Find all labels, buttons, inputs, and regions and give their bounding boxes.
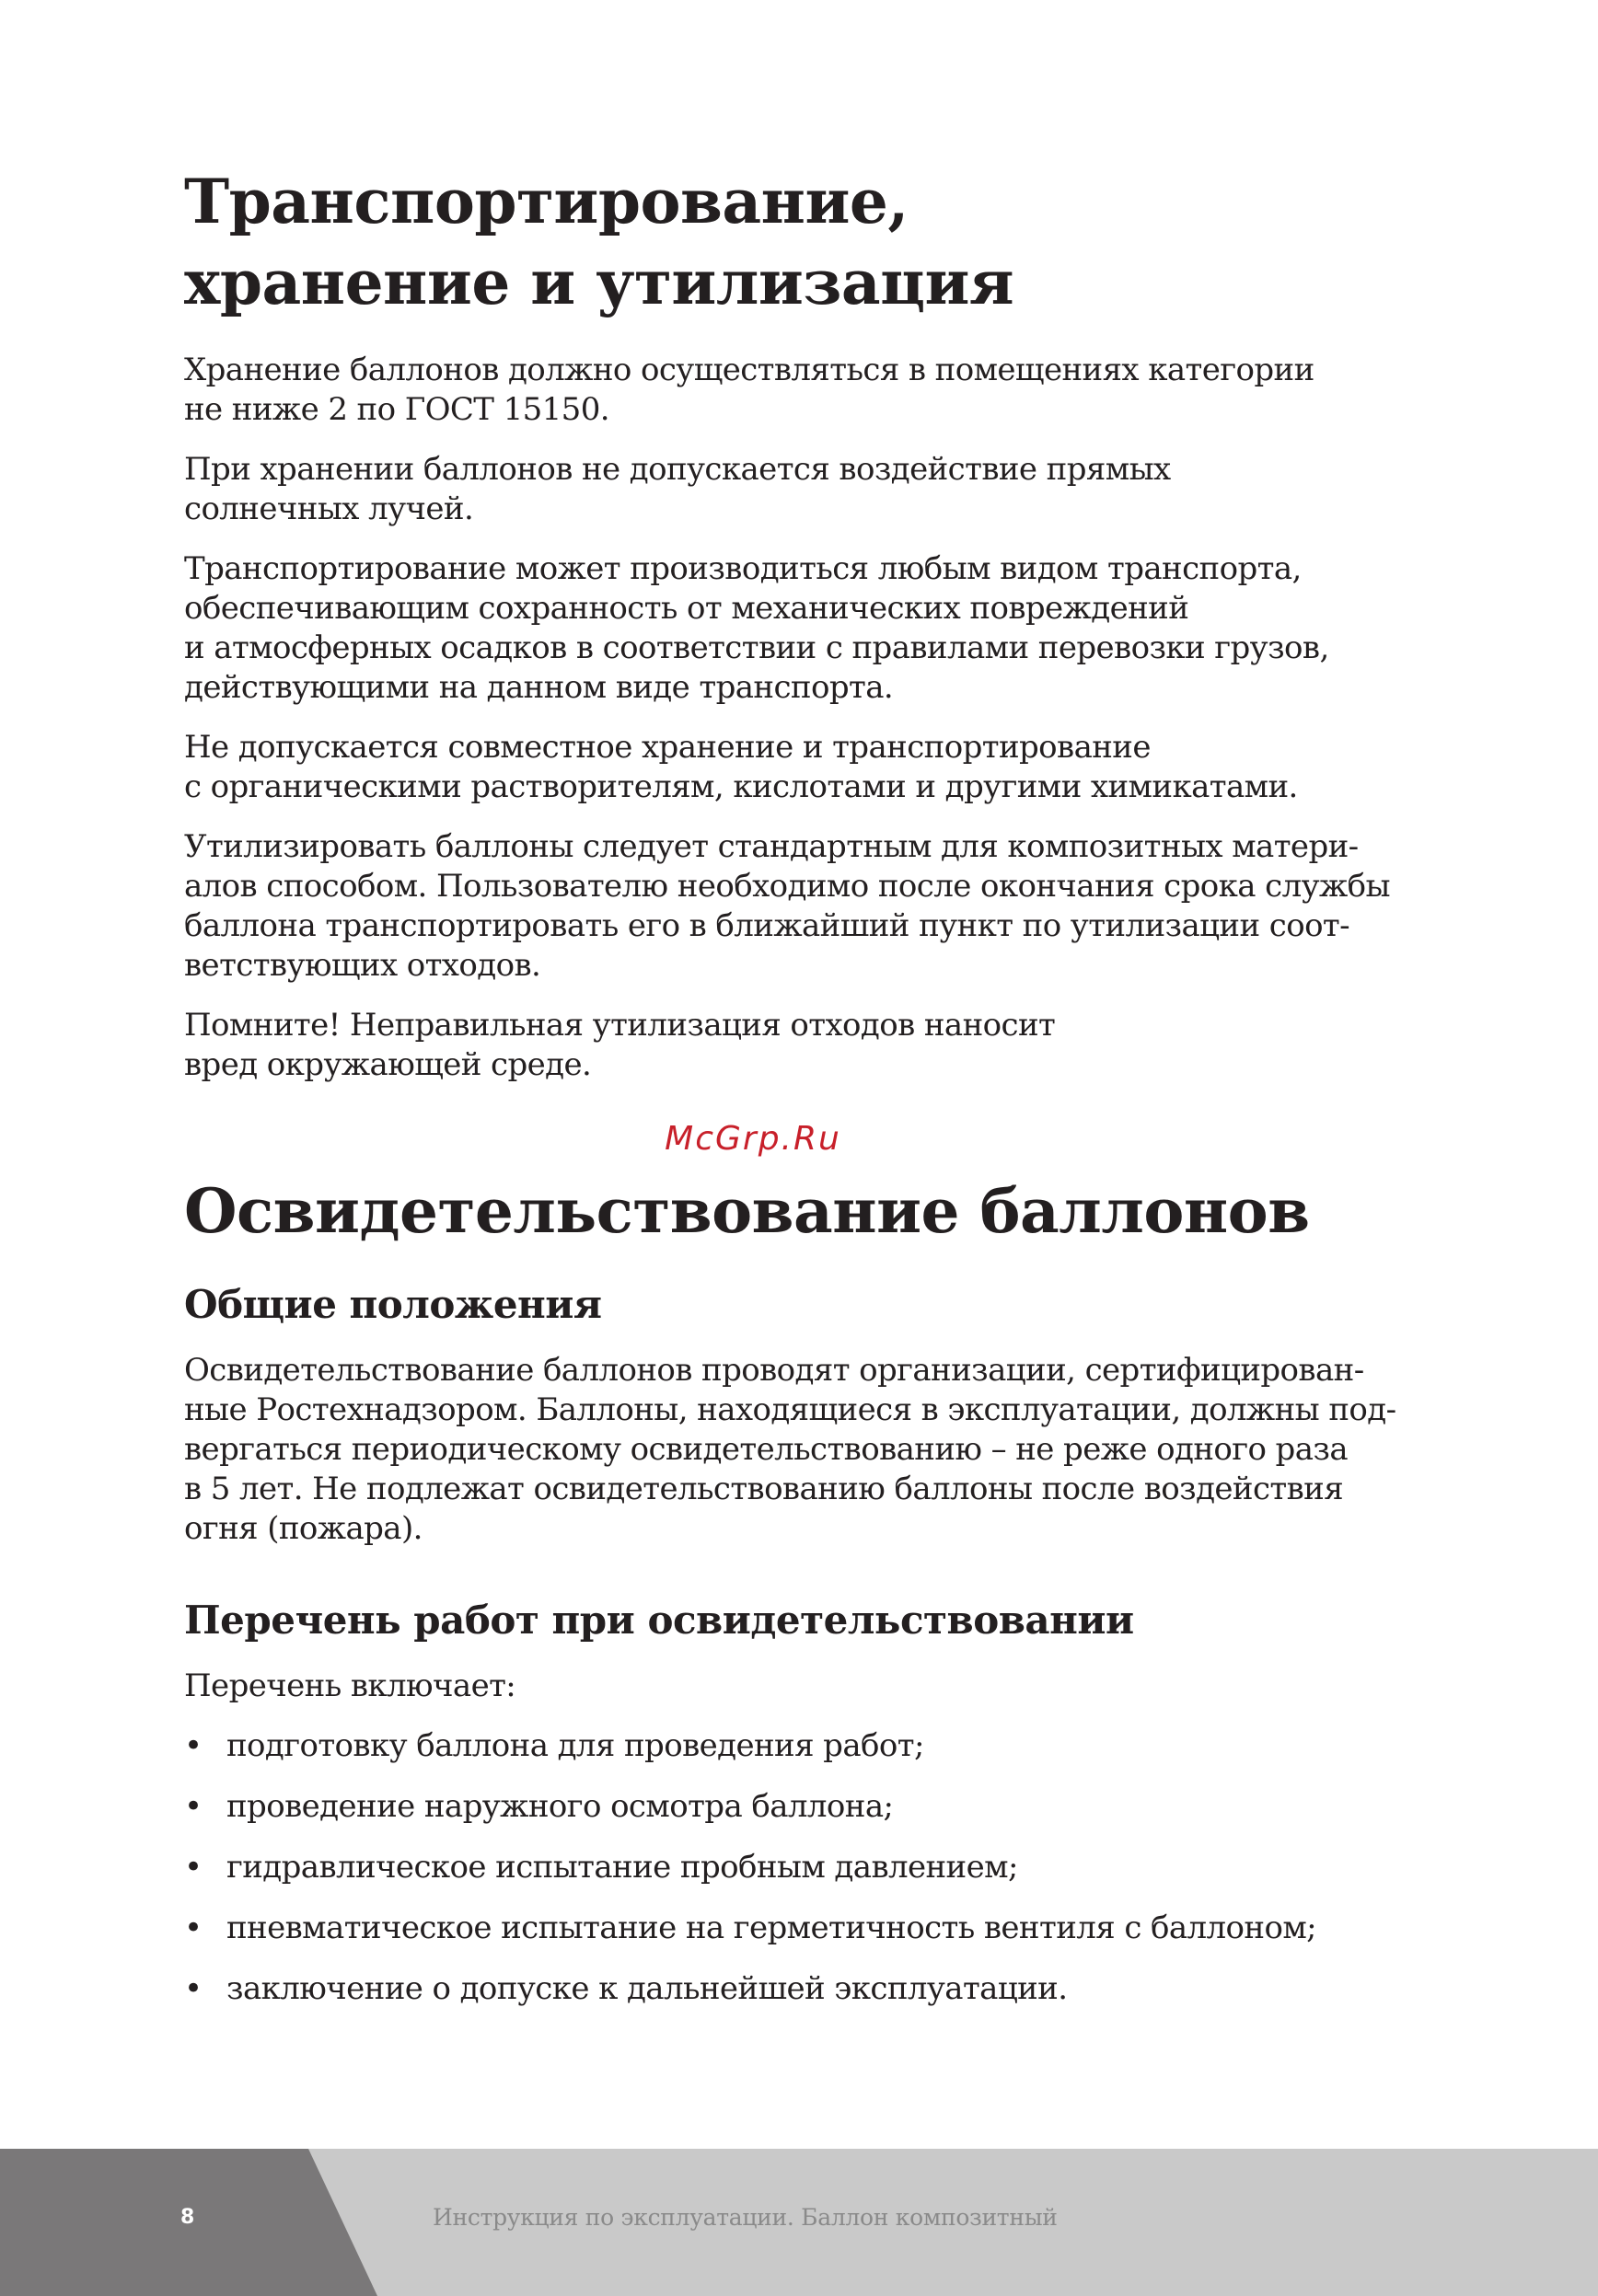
bullet-icon: • xyxy=(184,1727,203,1764)
paragraph-line: в 5 лет. Не подлежат освидетельствованию баллоны после воздействия xyxy=(184,1471,1344,1507)
paragraph-line: действующими на данном виде транспорта. xyxy=(184,669,894,706)
paragraph-line: Не допускается совместное хранение и транспортирование xyxy=(184,729,1151,766)
paragraph-chemicals xyxy=(184,728,1473,807)
list-item-text: заключение о допуске к дальнейшей эксплуатации. xyxy=(226,1970,1068,2007)
bullet-icon: • xyxy=(184,1909,203,1946)
page-number: 8 xyxy=(180,2206,195,2229)
section-title-line: Транспортирование, xyxy=(184,166,909,237)
section-title-transport xyxy=(184,161,1473,323)
work-list xyxy=(184,1726,1473,2009)
paragraph-reminder xyxy=(184,1006,1473,1085)
paragraph-line: Освидетельствование баллонов проводят организации, сертифицирован- xyxy=(184,1352,1364,1389)
footer-document-title: Инструкция по эксплуатации. Баллон композитный xyxy=(433,2204,1058,2231)
paragraph-line: алов способом. Пользователю необходимо после окончания срока службы xyxy=(184,868,1390,905)
list-item xyxy=(184,1787,1473,1827)
paragraph-line: Помните! Неправильная утилизация отходов наносит xyxy=(184,1007,1056,1044)
paragraph-line: вергаться периодическому освидетельствованию – не реже одного раза xyxy=(184,1431,1349,1468)
list-item-text: проведение наружного осмотра баллона; xyxy=(226,1788,894,1825)
paragraph-list-intro: Перечень включает: xyxy=(184,1667,516,1704)
list-item xyxy=(184,1848,1473,1887)
section-title-line: хранение и утилизация xyxy=(184,247,1014,318)
paragraph-line: ные Ростехнадзором. Баллоны, находящиеся в эксплуатации, должны под- xyxy=(184,1391,1396,1428)
section-title-inspection: Освидетельствование баллонов xyxy=(184,1175,1310,1247)
page-content xyxy=(184,161,1473,2030)
paragraph-line: и атмосферных осадков в соответствии с правилами перевозки грузов, xyxy=(184,629,1329,666)
paragraph-disposal xyxy=(184,827,1473,986)
bullet-icon: • xyxy=(184,1788,203,1825)
subsection-title-general: Общие положения xyxy=(184,1282,602,1327)
paragraph-line: При хранении баллонов не допускается воздействие прямых xyxy=(184,451,1171,488)
list-item-text: подготовку баллона для проведения работ; xyxy=(226,1727,924,1764)
paragraph-line: Утилизировать баллоны следует стандартным для композитных матери- xyxy=(184,828,1359,865)
paragraph-line: огня (пожара). xyxy=(184,1510,423,1547)
paragraph-transport xyxy=(184,549,1473,708)
bullet-icon: • xyxy=(184,1970,203,2007)
paragraph-line: с органическими растворителям, кислотами и другими химикатами. xyxy=(184,768,1298,805)
paragraph-line: Хранение баллонов должно осуществляться в помещениях категории xyxy=(184,352,1314,388)
paragraph-storage xyxy=(184,351,1473,430)
paragraph-sunlight xyxy=(184,450,1473,529)
paragraph-general xyxy=(184,1351,1473,1549)
paragraph-line: вред окружающей среде. xyxy=(184,1046,592,1083)
list-item-text: пневматическое испытание на герметичность вентиля с баллоном; xyxy=(226,1909,1317,1946)
list-item xyxy=(184,1909,1473,1948)
list-item-text: гидравлическое испытание пробным давлением; xyxy=(226,1849,1018,1886)
subsection-title-work-list: Перечень работ при освидетельствовании xyxy=(184,1598,1134,1643)
page-footer xyxy=(0,2149,1598,2296)
paragraph-line: Транспортирование может производиться любым видом транспорта, xyxy=(184,550,1302,587)
paragraph-line: обеспечивающим сохранность от механических повреждений xyxy=(184,590,1189,627)
paragraph-line: баллона транспортировать его в ближайший пункт по утилизации соот- xyxy=(184,907,1350,944)
bullet-icon: • xyxy=(184,1849,203,1886)
paragraph-line: солнечных лучей. xyxy=(184,490,474,527)
paragraph-line: не ниже 2 по ГОСТ 15150. xyxy=(184,391,609,428)
paragraph-line: ветствующих отходов. xyxy=(184,947,541,984)
watermark-link[interactable]: McGrp.Ru xyxy=(665,1120,841,1158)
list-item xyxy=(184,1726,1473,1766)
list-item xyxy=(184,1969,1473,2009)
